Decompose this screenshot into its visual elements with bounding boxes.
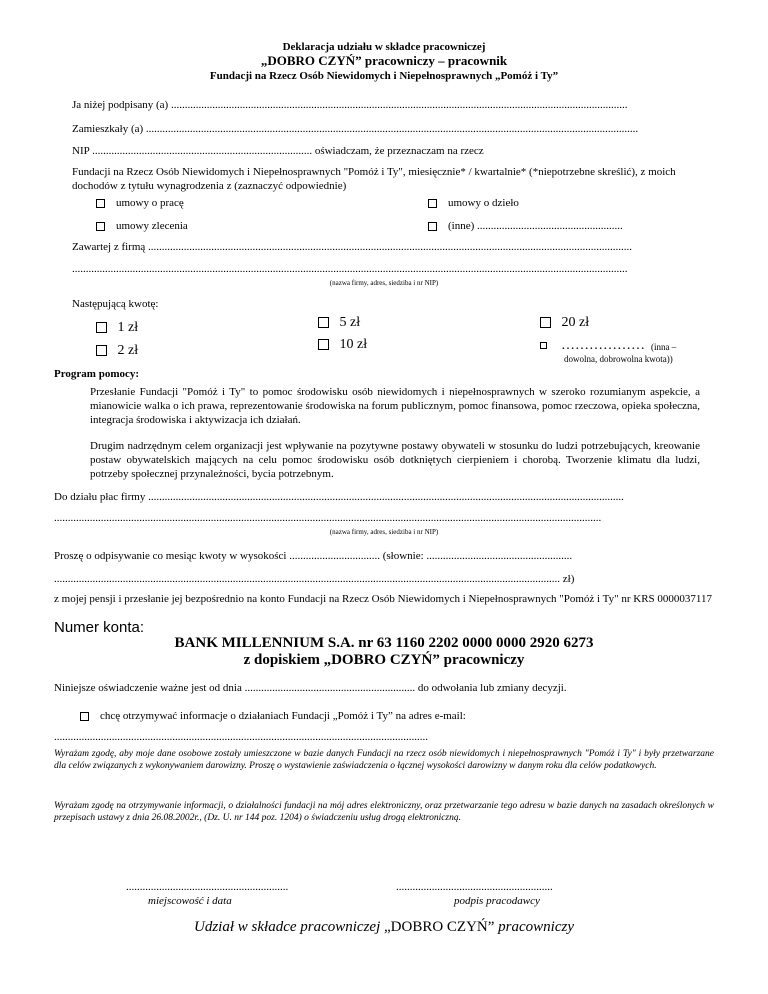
contract-commission-label: umowy zlecenia xyxy=(116,220,188,232)
account-label: Numer konta: xyxy=(54,619,145,636)
amount-2-label: 2 zł xyxy=(117,343,139,358)
footer-text xyxy=(0,918,768,936)
checkbox[interactable] xyxy=(80,712,89,721)
payroll-field[interactable]: Do działu płac firmy ............................................................................................................................................................................. xyxy=(54,491,624,503)
checkbox[interactable] xyxy=(540,317,551,328)
amount-words-field[interactable]: ........................................................................................................................................................................................ zł) xyxy=(54,573,575,585)
consent-email: Wyrażam zgodę na otrzymywanie informacji, o działalności fundacji na mój adres elektroniczny, oraz przetwarzanie tego adresu w bazie danych na zasadach określonych w przepisach ustawy z dnia 26.08.2002r., (Dz. U. nr 144 poz. 1204) o świadczeniu usług drogą elektroniczną. xyxy=(54,801,714,823)
amount-5[interactable] xyxy=(318,314,360,331)
payroll-field-2[interactable]: ....................................................................................................................................................................................................... xyxy=(54,512,602,524)
amount-1[interactable] xyxy=(96,319,138,336)
company-field-2[interactable]: .......................................................................................................................................................................................................... xyxy=(72,263,628,275)
checkbox[interactable] xyxy=(96,222,105,231)
place-date-label: miejscowość i data xyxy=(148,895,232,907)
employer-signature-field[interactable]: ......................................................... xyxy=(396,881,553,893)
title-line-1: Deklaracja udziału w składce pracowniczej xyxy=(282,41,486,53)
checkbox[interactable] xyxy=(540,342,547,349)
payroll-note: (nazwa firmy, adres, siedziba i nr NIP) xyxy=(329,528,439,536)
amount-request-field[interactable]: Proszę o odpisywanie co mesiąc kwoty w wysokości ................................. (słownie: ..................................................... xyxy=(54,550,573,562)
amount-other-dots[interactable]: ……………… xyxy=(561,338,645,353)
checkbox[interactable] xyxy=(318,317,329,328)
title-line-3: Fundacji na Rzecz Osób Niewidomych i Niepełnosprawnych „Pomóż i Ty” xyxy=(209,70,559,82)
amount-label: Następującą kwotę: xyxy=(72,298,159,310)
contract-employment[interactable] xyxy=(96,196,184,210)
contract-other[interactable] xyxy=(428,219,623,233)
amount-20-label: 20 zł xyxy=(561,315,590,330)
company-note: (nazwa firmy, adres, siedziba i nr NIP) xyxy=(329,279,439,287)
validity-field[interactable]: Niniejsze oświadczenie ważne jest od dnia .............................................................. do odwołania lub zmiany decyzji. xyxy=(54,682,567,694)
amount-other-note-2: dowolna, dobrowolna kwota)) xyxy=(564,354,673,364)
request-text: z mojej pensji i przesłanie jej bezpośrednio na konto Fundacji na Rzecz Osób Niewidomych i Niepełnosprawnych "Pomóż i Ty" nr KRS 0000037117 xyxy=(54,593,712,605)
contract-other-label: (inne) ..................................................... xyxy=(448,220,623,232)
footer-suffix: pracowniczy xyxy=(494,919,574,935)
program-paragraph-2: Drugim nadrzędnym celem organizacji jest wpływanie na pozytywne postawy obywateli w stosunku do ludzi potrzebujących, kreowanie postaw obywatelskich mających na celu pomoc środowisku osób dotkniętych cierpieniem i chorobą. Tworzenie klimatu dla ludzi, potrzeby społecznej przynależności, bycia potrzebnym. xyxy=(90,440,700,480)
checkbox[interactable] xyxy=(96,199,105,208)
program-paragraph-1: Przesłanie Fundacji "Pomóż i Ty" to pomoc środowisku osób niewidomych i niepełnosprawnych w szeroko rozumianym aspekcie, a mianowicie walka o ich prawa, reprezentowanie środowiska na forum publicznym, pomoc finansowa, pomoc rzeczowa, opieka społeczna, integracja środowiska i aktywizacja ich działań. xyxy=(90,386,700,426)
checkbox[interactable] xyxy=(428,222,437,231)
title-line-2: „DOBRO CZYŃ” pracowniczy – pracownik xyxy=(260,53,508,68)
contract-employment-label: umowy o pracę xyxy=(116,197,184,209)
newsletter-label: chcę otrzymywać informacje o działaniach Fundacji „Pomóż i Ty” na adres e-mail: xyxy=(100,710,466,722)
purpose-text: Fundacji na Rzecz Osób Niewidomych i Niepełnosprawnych "Pomóż i Ty", miesięcznie* / kwartalnie* (*niepotrzebne skreślić), z moich dochodów z tytułu wynagrodzenia z (zaznaczyć odpowiednie) xyxy=(72,166,676,192)
amount-20[interactable] xyxy=(540,314,589,331)
checkbox[interactable] xyxy=(96,322,107,333)
newsletter-option[interactable] xyxy=(80,709,466,723)
email-field[interactable]: ........................................................................................................................................ xyxy=(54,731,428,743)
checkbox[interactable] xyxy=(318,339,329,350)
consent-data: Wyrażam zgodę, aby moje dane osobowe zostały umieszczone w bazie danych Fundacji na rzecz osób niewidomych i niepełnosprawnych "Pomóż i Ty" i były przetwarzane dla celów związanych z wykonywaniem darowizny. Proszę o wystawienie zaświadczenia o łącznej wysokości darowizny w danym roku dla celów podatkowych. xyxy=(54,749,714,771)
amount-10[interactable] xyxy=(318,336,367,353)
contract-commission[interactable] xyxy=(96,219,188,233)
contract-work[interactable] xyxy=(428,196,519,210)
address-field[interactable]: Zamieszkały (a) ................................................................................................................................................................................... xyxy=(72,123,639,135)
checkbox[interactable] xyxy=(428,199,437,208)
contract-work-label: umowy o dzieło xyxy=(448,197,519,209)
signatory-field[interactable]: Ja niżej podpisany (a) ...................................................................................................................................................................... xyxy=(72,99,628,111)
company-field[interactable]: Zawartej z firmą ................................................................................................................................................................................ xyxy=(72,241,633,253)
footer-prefix: Udział w składce pracowniczej xyxy=(194,919,384,935)
footer-brand: „DOBRO CZYŃ” xyxy=(384,919,495,935)
amount-5-label: 5 zł xyxy=(339,315,361,330)
amount-2[interactable] xyxy=(96,342,138,359)
amount-1-label: 1 zł xyxy=(117,320,139,335)
amount-other-note-1: (inna – xyxy=(651,342,677,352)
amount-other[interactable] xyxy=(540,337,645,354)
place-date-field[interactable]: ........................................................... xyxy=(126,881,289,893)
bank-account: BANK MILLENNIUM S.A. nr 63 1160 2202 0000 0000 2920 6273 xyxy=(174,635,594,651)
employer-signature-label: podpis pracodawcy xyxy=(454,895,540,907)
nip-field[interactable]: NIP ................................................................................ oświadczam, że przeznaczam na rzecz xyxy=(72,145,484,157)
amount-10-label: 10 zł xyxy=(339,337,368,352)
checkbox[interactable] xyxy=(96,345,107,356)
program-title: Program pomocy: xyxy=(54,368,140,380)
account-note: z dopiskiem „DOBRO CZYŃ” pracowniczy xyxy=(243,652,525,668)
